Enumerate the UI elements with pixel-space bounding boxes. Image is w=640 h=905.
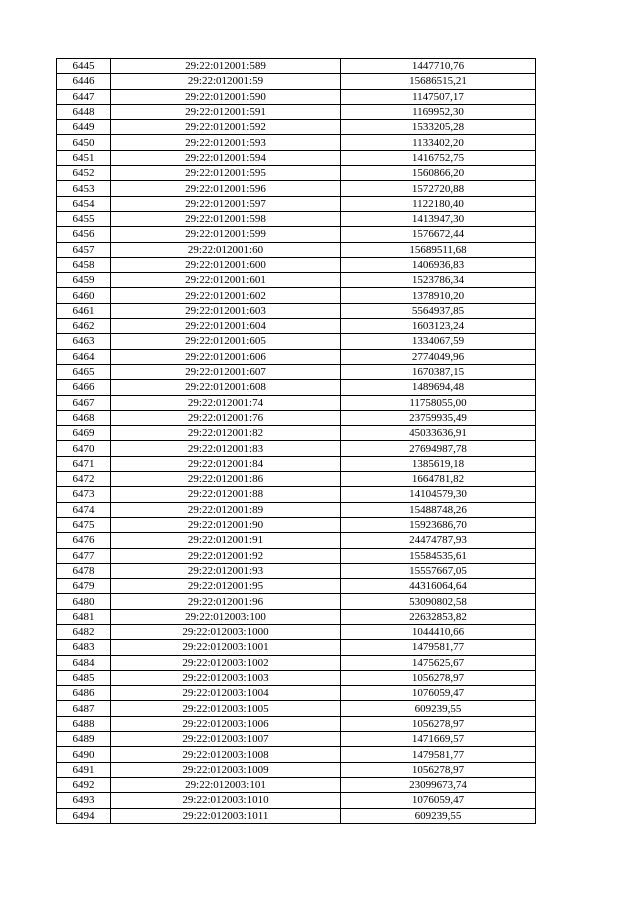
cadastral-value-cell: 1479581,77 [341, 640, 536, 655]
cadastral-value-cell: 14104579,30 [341, 487, 536, 502]
cadastral-number-cell: 29:22:012001:82 [111, 426, 341, 441]
table-row [57, 181, 536, 196]
cadastral-number-cell: 29:22:012001:76 [111, 410, 341, 425]
cadastral-value-cell: 1533205,28 [341, 120, 536, 135]
cadastral-value-cell: 1076059,47 [341, 686, 536, 701]
cadastral-number-cell: 29:22:012003:1008 [111, 747, 341, 762]
cadastral-number-cell: 29:22:012001:89 [111, 502, 341, 517]
cadastral-number-cell: 29:22:012001:600 [111, 257, 341, 272]
cadastral-value-cell: 15689511,68 [341, 242, 536, 257]
cadastral-value-cell: 1603123,24 [341, 319, 536, 334]
table-row [57, 74, 536, 89]
cadastral-value-cell: 23759935,49 [341, 410, 536, 425]
table-row [57, 533, 536, 548]
row-number-cell: 6456 [57, 227, 111, 242]
cadastral-value-cell: 1489694,48 [341, 380, 536, 395]
table-row [57, 211, 536, 226]
cadastral-number-cell: 29:22:012003:1007 [111, 732, 341, 747]
table-row [57, 701, 536, 716]
cadastral-value-cell: 1056278,97 [341, 670, 536, 685]
row-number-cell: 6489 [57, 732, 111, 747]
table-row [57, 793, 536, 808]
cadastral-value-cell: 11758055,00 [341, 395, 536, 410]
table-row [57, 89, 536, 104]
row-number-cell: 6466 [57, 380, 111, 395]
row-number-cell: 6463 [57, 334, 111, 349]
cadastral-number-cell: 29:22:012001:605 [111, 334, 341, 349]
table-row [57, 120, 536, 135]
table-row [57, 762, 536, 777]
cadastral-value-cell: 1133402,20 [341, 135, 536, 150]
cadastral-value-cell: 609239,55 [341, 808, 536, 823]
cadastral-value-cell: 1560866,20 [341, 166, 536, 181]
cadastral-value-cell: 1147507,17 [341, 89, 536, 104]
cadastral-number-cell: 29:22:012001:595 [111, 166, 341, 181]
row-number-cell: 6448 [57, 104, 111, 119]
cadastral-value-cell: 1523786,34 [341, 273, 536, 288]
cadastral-value-cell: 15686515,21 [341, 74, 536, 89]
row-number-cell: 6472 [57, 472, 111, 487]
cadastral-number-cell: 29:22:012001:91 [111, 533, 341, 548]
row-number-cell: 6477 [57, 548, 111, 563]
cadastral-value-cell: 15488748,26 [341, 502, 536, 517]
cadastral-number-cell: 29:22:012003:1003 [111, 670, 341, 685]
table-row [57, 579, 536, 594]
cadastral-value-cell: 23099673,74 [341, 777, 536, 792]
row-number-cell: 6484 [57, 655, 111, 670]
row-number-cell: 6458 [57, 257, 111, 272]
table-row [57, 410, 536, 425]
table-row [57, 227, 536, 242]
table-row [57, 472, 536, 487]
row-number-cell: 6491 [57, 762, 111, 777]
table-row [57, 747, 536, 762]
cadastral-number-cell: 29:22:012001:92 [111, 548, 341, 563]
cadastral-value-cell: 1447710,76 [341, 59, 536, 74]
table-row [57, 624, 536, 639]
cadastral-value-cell: 15557667,05 [341, 563, 536, 578]
cadastral-number-cell: 29:22:012001:593 [111, 135, 341, 150]
row-number-cell: 6473 [57, 487, 111, 502]
table-row [57, 334, 536, 349]
row-number-cell: 6470 [57, 441, 111, 456]
cadastral-number-cell: 29:22:012003:1004 [111, 686, 341, 701]
table-row [57, 196, 536, 211]
row-number-cell: 6493 [57, 793, 111, 808]
table-row [57, 166, 536, 181]
row-number-cell: 6468 [57, 410, 111, 425]
table-row [57, 380, 536, 395]
cadastral-value-cell: 45033636,91 [341, 426, 536, 441]
table-row [57, 548, 536, 563]
row-number-cell: 6490 [57, 747, 111, 762]
document-page [56, 58, 536, 824]
cadastral-number-cell: 29:22:012003:1011 [111, 808, 341, 823]
row-number-cell: 6486 [57, 686, 111, 701]
cadastral-number-cell: 29:22:012003:1005 [111, 701, 341, 716]
table-row [57, 487, 536, 502]
cadastral-value-cell: 5564937,85 [341, 303, 536, 318]
cadastral-value-cell: 1670387,15 [341, 364, 536, 379]
cadastral-value-cell: 24474787,93 [341, 533, 536, 548]
row-number-cell: 6471 [57, 456, 111, 471]
table-row [57, 395, 536, 410]
table-row [57, 441, 536, 456]
cadastral-number-cell: 29:22:012003:1010 [111, 793, 341, 808]
cadastral-value-cell: 609239,55 [341, 701, 536, 716]
cadastral-value-cell: 1479581,77 [341, 747, 536, 762]
row-number-cell: 6464 [57, 349, 111, 364]
cadastral-value-cell: 44316064,64 [341, 579, 536, 594]
cadastral-value-cell: 1056278,97 [341, 762, 536, 777]
cadastral-value-cell: 1475625,67 [341, 655, 536, 670]
table-row [57, 609, 536, 624]
table-row [57, 456, 536, 471]
cadastral-number-cell: 29:22:012003:1002 [111, 655, 341, 670]
cadastral-number-cell: 29:22:012001:590 [111, 89, 341, 104]
cadastral-value-cell: 2774049,96 [341, 349, 536, 364]
row-number-cell: 6459 [57, 273, 111, 288]
table-row [57, 104, 536, 119]
cadastral-value-cell: 1406936,83 [341, 257, 536, 272]
cadastral-number-cell: 29:22:012001:59 [111, 74, 341, 89]
cadastral-number-cell: 29:22:012001:596 [111, 181, 341, 196]
cadastral-number-cell: 29:22:012001:93 [111, 563, 341, 578]
row-number-cell: 6451 [57, 150, 111, 165]
table-row [57, 303, 536, 318]
cadastral-number-cell: 29:22:012001:603 [111, 303, 341, 318]
table-row [57, 288, 536, 303]
table-row [57, 655, 536, 670]
row-number-cell: 6481 [57, 609, 111, 624]
table-row [57, 273, 536, 288]
cadastral-number-cell: 29:22:012001:90 [111, 517, 341, 532]
cadastral-number-cell: 29:22:012001:84 [111, 456, 341, 471]
cadastral-number-cell: 29:22:012001:608 [111, 380, 341, 395]
cadastral-value-cell: 22632853,82 [341, 609, 536, 624]
row-number-cell: 6455 [57, 211, 111, 226]
row-number-cell: 6494 [57, 808, 111, 823]
row-number-cell: 6450 [57, 135, 111, 150]
cadastral-number-cell: 29:22:012003:1006 [111, 716, 341, 731]
table-row [57, 257, 536, 272]
table-row [57, 732, 536, 747]
cadastral-number-cell: 29:22:012003:1001 [111, 640, 341, 655]
cadastral-number-cell: 29:22:012003:100 [111, 609, 341, 624]
cadastral-value-cell: 1572720,88 [341, 181, 536, 196]
table-row [57, 716, 536, 731]
cadastral-value-table [56, 58, 536, 824]
table-row [57, 670, 536, 685]
cadastral-value-cell: 53090802,58 [341, 594, 536, 609]
table-row [57, 594, 536, 609]
cadastral-number-cell: 29:22:012001:86 [111, 472, 341, 487]
cadastral-value-cell: 1076059,47 [341, 793, 536, 808]
row-number-cell: 6479 [57, 579, 111, 594]
table-row [57, 59, 536, 74]
row-number-cell: 6487 [57, 701, 111, 716]
cadastral-value-cell: 1056278,97 [341, 716, 536, 731]
row-number-cell: 6474 [57, 502, 111, 517]
row-number-cell: 6465 [57, 364, 111, 379]
cadastral-value-cell: 1664781,82 [341, 472, 536, 487]
row-number-cell: 6469 [57, 426, 111, 441]
cadastral-number-cell: 29:22:012001:589 [111, 59, 341, 74]
cadastral-number-cell: 29:22:012003:101 [111, 777, 341, 792]
cadastral-number-cell: 29:22:012003:1009 [111, 762, 341, 777]
cadastral-value-cell: 1122180,40 [341, 196, 536, 211]
cadastral-value-cell: 1044410,66 [341, 624, 536, 639]
row-number-cell: 6454 [57, 196, 111, 211]
row-number-cell: 6457 [57, 242, 111, 257]
cadastral-number-cell: 29:22:012001:591 [111, 104, 341, 119]
table-row [57, 640, 536, 655]
table-row [57, 426, 536, 441]
cadastral-number-cell: 29:22:012001:96 [111, 594, 341, 609]
table-row [57, 364, 536, 379]
cadastral-value-cell: 1576672,44 [341, 227, 536, 242]
table-row [57, 517, 536, 532]
cadastral-number-cell: 29:22:012001:601 [111, 273, 341, 288]
cadastral-number-cell: 29:22:012001:604 [111, 319, 341, 334]
cadastral-number-cell: 29:22:012001:597 [111, 196, 341, 211]
row-number-cell: 6461 [57, 303, 111, 318]
cadastral-number-cell: 29:22:012001:592 [111, 120, 341, 135]
cadastral-value-cell: 15923686,70 [341, 517, 536, 532]
cadastral-value-cell: 1334067,59 [341, 334, 536, 349]
row-number-cell: 6488 [57, 716, 111, 731]
cadastral-number-cell: 29:22:012001:607 [111, 364, 341, 379]
row-number-cell: 6476 [57, 533, 111, 548]
cadastral-value-cell: 1416752,75 [341, 150, 536, 165]
cadastral-value-cell: 1471669,57 [341, 732, 536, 747]
cadastral-number-cell: 29:22:012001:598 [111, 211, 341, 226]
row-number-cell: 6475 [57, 517, 111, 532]
cadastral-value-cell: 1413947,30 [341, 211, 536, 226]
table-row [57, 135, 536, 150]
row-number-cell: 6462 [57, 319, 111, 334]
table-row [57, 319, 536, 334]
table-row [57, 349, 536, 364]
cadastral-value-cell: 1378910,20 [341, 288, 536, 303]
cadastral-value-cell: 15584535,61 [341, 548, 536, 563]
row-number-cell: 6478 [57, 563, 111, 578]
cadastral-number-cell: 29:22:012001:83 [111, 441, 341, 456]
row-number-cell: 6445 [57, 59, 111, 74]
row-number-cell: 6483 [57, 640, 111, 655]
table-body [57, 59, 536, 824]
row-number-cell: 6447 [57, 89, 111, 104]
cadastral-number-cell: 29:22:012003:1000 [111, 624, 341, 639]
row-number-cell: 6446 [57, 74, 111, 89]
table-row [57, 242, 536, 257]
cadastral-number-cell: 29:22:012001:599 [111, 227, 341, 242]
cadastral-number-cell: 29:22:012001:606 [111, 349, 341, 364]
row-number-cell: 6485 [57, 670, 111, 685]
cadastral-number-cell: 29:22:012001:88 [111, 487, 341, 502]
cadastral-number-cell: 29:22:012001:594 [111, 150, 341, 165]
table-row [57, 150, 536, 165]
row-number-cell: 6482 [57, 624, 111, 639]
table-row [57, 808, 536, 823]
row-number-cell: 6453 [57, 181, 111, 196]
row-number-cell: 6467 [57, 395, 111, 410]
table-row [57, 686, 536, 701]
cadastral-value-cell: 1385619,18 [341, 456, 536, 471]
table-row [57, 502, 536, 517]
cadastral-value-cell: 27694987,78 [341, 441, 536, 456]
row-number-cell: 6480 [57, 594, 111, 609]
row-number-cell: 6492 [57, 777, 111, 792]
cadastral-number-cell: 29:22:012001:95 [111, 579, 341, 594]
table-row [57, 563, 536, 578]
cadastral-value-cell: 1169952,30 [341, 104, 536, 119]
cadastral-number-cell: 29:22:012001:60 [111, 242, 341, 257]
row-number-cell: 6452 [57, 166, 111, 181]
row-number-cell: 6449 [57, 120, 111, 135]
table-row [57, 777, 536, 792]
row-number-cell: 6460 [57, 288, 111, 303]
cadastral-number-cell: 29:22:012001:74 [111, 395, 341, 410]
cadastral-number-cell: 29:22:012001:602 [111, 288, 341, 303]
